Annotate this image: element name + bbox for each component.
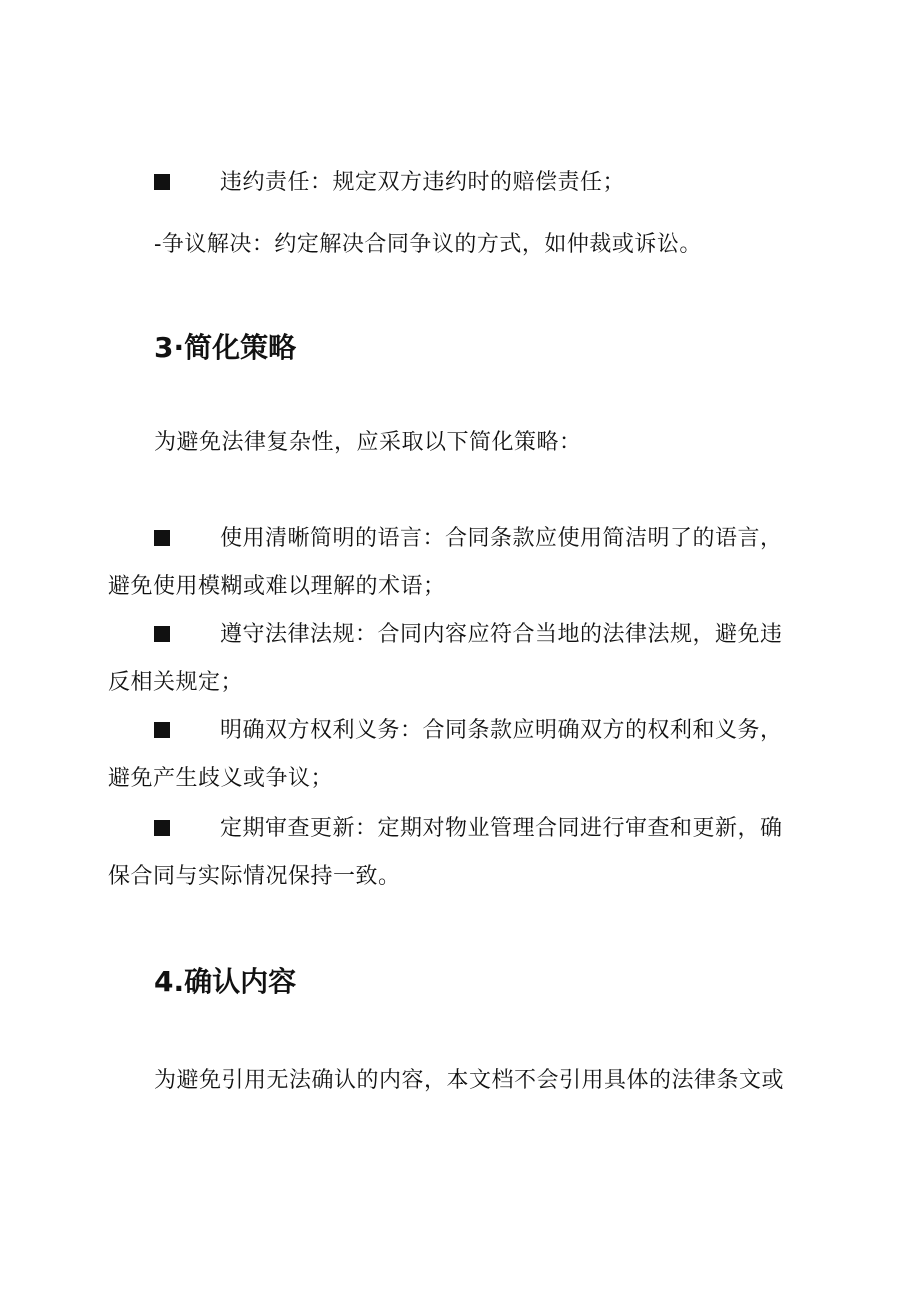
strategy-item-1 xyxy=(154,524,814,554)
square-bullet-icon xyxy=(154,530,170,546)
section-4-heading: 4.确认内容 xyxy=(154,965,297,998)
strategy-item-text: 明确双方权利义务：合同条款应明确双方的权利和义务， xyxy=(220,718,783,743)
strategy-item-continuation: 反相关规定； xyxy=(108,670,244,695)
strategy-item-3 xyxy=(154,716,814,746)
strategy-item-2 xyxy=(154,620,814,650)
section-3-intro: 为避免法律复杂性，应采取以下简化策略： xyxy=(154,430,582,455)
section-4-intro: 为避免引用无法确认的内容，本文档不会引用具体的法律条文或 xyxy=(154,1068,785,1093)
strategy-item-text: 遵守法律法规：合同内容应符合当地的法律法规，避免违 xyxy=(220,622,783,647)
square-bullet-icon xyxy=(154,820,170,836)
square-bullet-icon xyxy=(154,626,170,642)
strategy-item-continuation: 避免产生歧义或争议； xyxy=(108,766,334,791)
bullet-text: 违约责任：规定双方违约时的赔偿责任； xyxy=(220,170,626,195)
square-bullet-icon xyxy=(154,174,170,190)
bullet-item-breach-liability xyxy=(154,168,814,198)
dispute-resolution-line: -争议解决：约定解决合同争议的方式，如仲裁或诉讼。 xyxy=(154,232,702,257)
square-bullet-icon xyxy=(154,722,170,738)
strategy-item-4 xyxy=(154,814,814,844)
strategy-item-text: 使用清晰简明的语言：合同条款应使用简洁明了的语言， xyxy=(220,526,783,551)
section-3-heading: 3·简化策略 xyxy=(154,331,297,364)
strategy-item-text: 定期审查更新：定期对物业管理合同进行审查和更新，确 xyxy=(220,816,783,841)
strategy-item-continuation: 避免使用模糊或难以理解的术语； xyxy=(108,574,446,599)
strategy-item-continuation: 保合同与实际情况保持一致。 xyxy=(108,864,401,889)
